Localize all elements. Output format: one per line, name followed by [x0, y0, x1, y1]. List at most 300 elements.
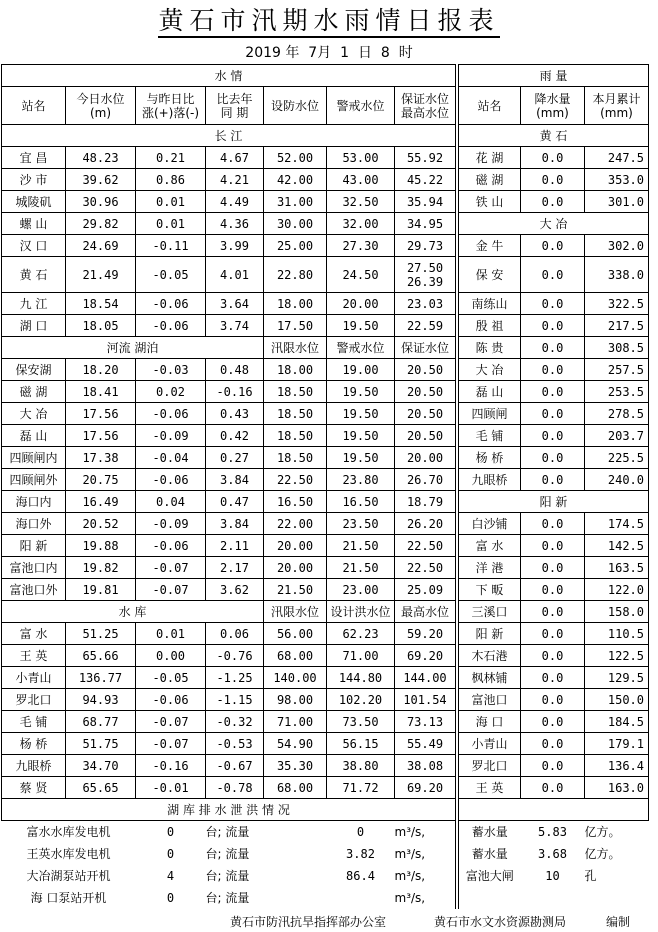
- station-name: 磁 湖: [2, 381, 66, 403]
- month-total: 179.1: [585, 733, 649, 755]
- station-name: 罗北口: [2, 689, 66, 711]
- value-cell: 39.62: [66, 169, 136, 191]
- rain-station: 铁 山: [459, 191, 521, 213]
- station-name: 汉 口: [2, 235, 66, 257]
- station-name: 毛 铺: [2, 711, 66, 733]
- unit-count: 0: [166, 890, 175, 905]
- value-cell: 20.00: [327, 293, 395, 315]
- value-cell: 38.80: [327, 755, 395, 777]
- month-total: 110.5: [585, 623, 649, 645]
- value-cell: -0.16: [206, 381, 264, 403]
- flow-unit: m³/s,: [394, 890, 426, 905]
- station-name: 保安湖: [2, 359, 66, 381]
- value-cell: -0.32: [206, 711, 264, 733]
- value-cell: 3.84: [206, 513, 264, 535]
- rain-station: 南练山: [459, 293, 521, 315]
- value-cell: 20.50: [395, 403, 456, 425]
- rainfall: 0.0: [521, 169, 585, 191]
- value-cell: 25.00: [264, 235, 327, 257]
- value-cell: 21.50: [264, 579, 327, 601]
- value-cell: 17.56: [66, 403, 136, 425]
- footer-office: 黄石市防汛抗旱指挥部办公室: [230, 915, 387, 929]
- station-name: 富 水: [2, 623, 66, 645]
- value-cell: 71.00: [264, 711, 327, 733]
- value-cell: 20.00: [264, 535, 327, 557]
- rainfall: 0.0: [521, 381, 585, 403]
- value-cell: 54.90: [264, 733, 327, 755]
- rainfall: 0.0: [521, 579, 585, 601]
- value-cell: 19.81: [66, 579, 136, 601]
- value-cell: 22.00: [264, 513, 327, 535]
- value-cell: 4.49: [206, 191, 264, 213]
- rain-station: 陈 贵: [459, 337, 521, 359]
- value-cell: 3.99: [206, 235, 264, 257]
- table-row: [2, 381, 649, 403]
- footer-edit: 编制: [606, 915, 631, 929]
- unit-text: 台; 流量: [205, 868, 250, 883]
- value-cell: 30.00: [264, 213, 327, 235]
- value-cell: 19.50: [327, 425, 395, 447]
- rain-station: 金 牛: [459, 235, 521, 257]
- value-cell: 94.93: [66, 689, 136, 711]
- value-cell: 48.23: [66, 147, 136, 169]
- rainfall: 0.0: [521, 689, 585, 711]
- table-row: [2, 235, 649, 257]
- value-cell: -0.01: [136, 777, 206, 799]
- value-cell: 17.38: [66, 447, 136, 469]
- value-cell: 24.69: [66, 235, 136, 257]
- value-cell: 18.05: [66, 315, 136, 337]
- section-lakes: 河流 湖泊: [2, 337, 264, 359]
- value-cell: -0.05: [136, 257, 206, 293]
- value-cell: 65.65: [66, 777, 136, 799]
- value-cell: -1.25: [206, 667, 264, 689]
- drainage-row: [2, 821, 649, 843]
- value-cell: 29.82: [66, 213, 136, 235]
- col-header: 汛限水位: [264, 337, 327, 359]
- value-cell: -0.06: [136, 403, 206, 425]
- value-cell: 0.21: [136, 147, 206, 169]
- value-cell: 69.20: [395, 645, 456, 667]
- value-cell: 101.54: [395, 689, 456, 711]
- col-header: 比去年 同 期: [206, 87, 264, 125]
- value-cell: 56.15: [327, 733, 395, 755]
- station-name: 王 英: [2, 645, 66, 667]
- value-cell: 20.00: [264, 557, 327, 579]
- rainfall: 0.0: [521, 337, 585, 359]
- value-cell: 20.50: [395, 425, 456, 447]
- section-row: [2, 337, 649, 359]
- unit-count: 0: [166, 846, 175, 861]
- col-header: 警戒水位: [327, 337, 395, 359]
- table-row: [2, 579, 649, 601]
- value-cell: 24.50: [327, 257, 395, 293]
- table-row: [2, 147, 649, 169]
- header-row-1: [2, 65, 649, 87]
- table-row: [2, 535, 649, 557]
- value-cell: 68.77: [66, 711, 136, 733]
- value-cell: -0.06: [136, 469, 206, 491]
- rain-station: 富 水: [459, 535, 521, 557]
- month-total: 302.0: [585, 235, 649, 257]
- footer: [0, 912, 658, 932]
- storage-value: 5.83: [538, 824, 567, 839]
- value-cell: -0.07: [136, 557, 206, 579]
- value-cell: 19.50: [327, 447, 395, 469]
- col-header: 今日水位 (m): [66, 87, 136, 125]
- value-cell: 17.50: [264, 315, 327, 337]
- rainfall: 0.0: [521, 447, 585, 469]
- col-header: 警戒水位: [327, 87, 395, 125]
- value-cell: 16.50: [327, 491, 395, 513]
- station-name: 海口内: [2, 491, 66, 513]
- storage-value: [521, 887, 585, 909]
- table-row: [2, 315, 649, 337]
- value-cell: 0.48: [206, 359, 264, 381]
- month-total: 308.5: [585, 337, 649, 359]
- value-cell: 71.00: [327, 645, 395, 667]
- table-row: [2, 359, 649, 381]
- rain-station: 三溪口: [459, 601, 521, 623]
- station-name: 九 江: [2, 293, 66, 315]
- value-cell: 22.80: [264, 257, 327, 293]
- value-cell: 59.20: [395, 623, 456, 645]
- value-cell: 0.47: [206, 491, 264, 513]
- table-row: [2, 191, 649, 213]
- rainfall: 0.0: [521, 425, 585, 447]
- value-cell: 18.00: [264, 293, 327, 315]
- value-cell: 68.00: [264, 645, 327, 667]
- col-header: 站名: [2, 87, 66, 125]
- station-name: 四顾闸外: [2, 469, 66, 491]
- value-cell: 18.00: [264, 359, 327, 381]
- value-cell: 29.73: [395, 235, 456, 257]
- rainfall: 0.0: [521, 257, 585, 293]
- value-cell: 20.00: [395, 447, 456, 469]
- drainage-label: 王英水库发电机: [26, 846, 111, 861]
- col-header: 设计洪水位: [327, 601, 395, 623]
- table-row: [2, 293, 649, 315]
- station-name: 四顾闸内: [2, 447, 66, 469]
- rain-station: 杨 桥: [459, 447, 521, 469]
- section-row: [2, 601, 649, 623]
- value-cell: 20.75: [66, 469, 136, 491]
- report-date: 2019 年 7月 1 日 8 时: [245, 45, 413, 61]
- rainfall: 0.0: [521, 513, 585, 535]
- section-changjiang: 长 江: [2, 125, 456, 147]
- value-cell: 98.00: [264, 689, 327, 711]
- value-cell: -0.06: [136, 689, 206, 711]
- station-name: 蔡 贤: [2, 777, 66, 799]
- storage-label: 蓄水量: [471, 824, 508, 839]
- value-cell: 19.50: [327, 315, 395, 337]
- value-cell: 20.50: [395, 381, 456, 403]
- value-cell: 68.00: [264, 777, 327, 799]
- value-cell: 69.20: [395, 777, 456, 799]
- station-name: 九眼桥: [2, 755, 66, 777]
- rainfall: 0.0: [521, 557, 585, 579]
- station-name: 杨 桥: [2, 733, 66, 755]
- value-cell: 17.56: [66, 425, 136, 447]
- value-cell: 26.70: [395, 469, 456, 491]
- value-cell: -0.06: [136, 293, 206, 315]
- rainfall: 0.0: [521, 733, 585, 755]
- flow-value: 0: [356, 824, 365, 839]
- flow-value: 86.4: [346, 868, 375, 883]
- value-cell: 51.75: [66, 733, 136, 755]
- station-name: 海口外: [2, 513, 66, 535]
- value-cell: 34.95: [395, 213, 456, 235]
- rainfall: 0.0: [521, 755, 585, 777]
- value-cell: 19.82: [66, 557, 136, 579]
- value-cell: -0.06: [136, 315, 206, 337]
- station-name: 阳 新: [2, 535, 66, 557]
- section-drainage: 湖 库 排 水 泄 洪 情 况: [2, 799, 456, 821]
- value-cell: 35.94: [395, 191, 456, 213]
- station-name: 大 冶: [2, 403, 66, 425]
- rainfall: 0.0: [521, 235, 585, 257]
- station-name: 富池口内: [2, 557, 66, 579]
- table-row: [2, 711, 649, 733]
- value-cell: 16.49: [66, 491, 136, 513]
- month-total: 142.5: [585, 535, 649, 557]
- value-cell: 0.04: [136, 491, 206, 513]
- value-cell: 32.50: [327, 191, 395, 213]
- value-cell: -0.76: [206, 645, 264, 667]
- rain-station: 小青山: [459, 733, 521, 755]
- value-cell: -0.78: [206, 777, 264, 799]
- rain-station: 罗北口: [459, 755, 521, 777]
- value-cell: 0.01: [136, 191, 206, 213]
- value-cell: 18.50: [264, 403, 327, 425]
- rainfall: 0.0: [521, 469, 585, 491]
- rain-station: 毛 铺: [459, 425, 521, 447]
- rain-header: 雨 量: [459, 65, 649, 87]
- value-cell: -0.03: [136, 359, 206, 381]
- header-row-2: [2, 87, 649, 125]
- value-cell: 71.72: [327, 777, 395, 799]
- col-header: 本月累计 (mm): [585, 87, 649, 125]
- value-cell: 73.13: [395, 711, 456, 733]
- rainfall: 0.0: [521, 623, 585, 645]
- section-reservoirs: 水 库: [2, 601, 264, 623]
- table-row: [2, 667, 649, 689]
- month-total: 174.5: [585, 513, 649, 535]
- hydrology-table: [1, 64, 649, 909]
- value-cell: 0.01: [136, 623, 206, 645]
- month-total: 253.5: [585, 381, 649, 403]
- rain-station: 九眼桥: [459, 469, 521, 491]
- rain-group-header: 大 冶: [459, 213, 649, 235]
- water-header: 水 情: [2, 65, 456, 87]
- value-cell: 4.21: [206, 169, 264, 191]
- value-cell: -0.06: [136, 535, 206, 557]
- value-cell: 0.43: [206, 403, 264, 425]
- month-total: 136.4: [585, 755, 649, 777]
- month-total: 225.5: [585, 447, 649, 469]
- value-cell: 23.50: [327, 513, 395, 535]
- value-cell: 65.66: [66, 645, 136, 667]
- value-cell: 23.80: [327, 469, 395, 491]
- value-cell: 73.50: [327, 711, 395, 733]
- col-header: 降水量 (mm): [521, 87, 585, 125]
- storage-value: 10: [545, 868, 560, 883]
- flow-value: [327, 887, 395, 909]
- value-cell: -0.07: [136, 733, 206, 755]
- month-total: 257.5: [585, 359, 649, 381]
- table-row: [2, 557, 649, 579]
- value-cell: -0.04: [136, 447, 206, 469]
- value-cell: 19.00: [327, 359, 395, 381]
- value-cell: -0.11: [136, 235, 206, 257]
- value-cell: -0.07: [136, 579, 206, 601]
- rainfall: 0.0: [521, 191, 585, 213]
- storage-label: [459, 887, 521, 909]
- month-total: 217.5: [585, 315, 649, 337]
- table-row: [2, 623, 649, 645]
- month-total: 122.0: [585, 579, 649, 601]
- value-cell: 23.03: [395, 293, 456, 315]
- value-cell: -0.16: [136, 755, 206, 777]
- value-cell: 21.49: [66, 257, 136, 293]
- month-total: 184.5: [585, 711, 649, 733]
- month-total: 129.5: [585, 667, 649, 689]
- rain-station: 枫林铺: [459, 667, 521, 689]
- storage-unit: 孔: [584, 868, 597, 883]
- value-cell: 18.50: [264, 381, 327, 403]
- footer-bureau: 黄石市水文水资源勘测局: [434, 915, 567, 929]
- table-row: [2, 733, 649, 755]
- value-cell: 30.96: [66, 191, 136, 213]
- unit-text: 台; 流量: [205, 846, 250, 861]
- rain-station: 保 安: [459, 257, 521, 293]
- value-cell: 3.62: [206, 579, 264, 601]
- station-name: 宜 昌: [2, 147, 66, 169]
- value-cell: 19.50: [327, 403, 395, 425]
- value-cell: 38.08: [395, 755, 456, 777]
- rain-station: 磊 山: [459, 381, 521, 403]
- rainfall: 0.0: [521, 667, 585, 689]
- rain-group-header: 黄 石: [459, 125, 649, 147]
- value-cell: 31.00: [264, 191, 327, 213]
- table-row: [2, 425, 649, 447]
- station-name: 湖 口: [2, 315, 66, 337]
- value-cell: -1.15: [206, 689, 264, 711]
- table-row: [2, 689, 649, 711]
- value-cell: 144.80: [327, 667, 395, 689]
- month-total: 338.0: [585, 257, 649, 293]
- value-cell: 22.50: [395, 557, 456, 579]
- value-cell: 2.17: [206, 557, 264, 579]
- table-row: [2, 513, 649, 535]
- rain-station: 四顾闸: [459, 403, 521, 425]
- value-cell: 18.50: [264, 447, 327, 469]
- month-total: 353.0: [585, 169, 649, 191]
- value-cell: 20.50: [395, 359, 456, 381]
- rain-station: 木石港: [459, 645, 521, 667]
- flow-unit: m³/s,: [394, 868, 426, 883]
- month-total: 301.0: [585, 191, 649, 213]
- value-cell: 34.70: [66, 755, 136, 777]
- value-cell: 25.09: [395, 579, 456, 601]
- value-cell: 18.41: [66, 381, 136, 403]
- rainfall: 0.0: [521, 535, 585, 557]
- value-cell: 4.67: [206, 147, 264, 169]
- value-cell: 52.00: [264, 147, 327, 169]
- value-cell: 26.20: [395, 513, 456, 535]
- station-name: 富池口外: [2, 579, 66, 601]
- value-cell: -0.09: [136, 425, 206, 447]
- col-header: 汛限水位: [264, 601, 327, 623]
- month-total: 247.5: [585, 147, 649, 169]
- storage-unit: 亿方。: [584, 846, 621, 861]
- unit-text: 台; 流量: [205, 890, 250, 905]
- value-cell: -0.05: [136, 667, 206, 689]
- station-name: 沙 市: [2, 169, 66, 191]
- rainfall: 0.0: [521, 293, 585, 315]
- month-total: 150.0: [585, 689, 649, 711]
- value-cell: 19.88: [66, 535, 136, 557]
- col-header: 与昨日比 涨(+)落(-): [136, 87, 206, 125]
- table-row: [2, 213, 649, 235]
- value-cell: 0.86: [136, 169, 206, 191]
- drainage-row: [2, 887, 649, 909]
- value-cell: 0.42: [206, 425, 264, 447]
- value-cell: 22.50: [395, 535, 456, 557]
- rain-station: 洋 港: [459, 557, 521, 579]
- month-total: 122.5: [585, 645, 649, 667]
- value-cell: 56.00: [264, 623, 327, 645]
- value-cell: 22.59: [395, 315, 456, 337]
- rain-station: 富池口: [459, 689, 521, 711]
- section-row: [2, 799, 649, 821]
- table-row: [2, 777, 649, 799]
- value-cell: 35.30: [264, 755, 327, 777]
- rain-group-header: 阳 新: [459, 491, 649, 513]
- rain-station: 殷 祖: [459, 315, 521, 337]
- col-header: 站名: [459, 87, 521, 125]
- rainfall: 0.0: [521, 315, 585, 337]
- table-row: [2, 755, 649, 777]
- rainfall: 0.0: [521, 147, 585, 169]
- value-cell: 62.23: [327, 623, 395, 645]
- value-cell: 18.54: [66, 293, 136, 315]
- drainage-label: 大冶湖泵站开机: [26, 868, 111, 883]
- station-name: 黄 石: [2, 257, 66, 293]
- drainage-label: 富水水库发电机: [26, 824, 111, 839]
- rainfall: 0.0: [521, 359, 585, 381]
- value-cell: 4.36: [206, 213, 264, 235]
- value-cell: 3.74: [206, 315, 264, 337]
- col-header: 最高水位: [395, 601, 456, 623]
- rain-station: 阳 新: [459, 623, 521, 645]
- value-cell: 140.00: [264, 667, 327, 689]
- table-row: [2, 469, 649, 491]
- value-cell: 18.20: [66, 359, 136, 381]
- value-cell: 2.11: [206, 535, 264, 557]
- value-cell: 0.06: [206, 623, 264, 645]
- value-cell: -0.07: [136, 711, 206, 733]
- value-cell: 102.20: [327, 689, 395, 711]
- value-cell: 20.52: [66, 513, 136, 535]
- rain-station: 下 畈: [459, 579, 521, 601]
- value-cell: 136.77: [66, 667, 136, 689]
- storage-unit: 亿方。: [584, 824, 621, 839]
- station-name: 城陵矶: [2, 191, 66, 213]
- unit-count: 4: [166, 868, 175, 883]
- flow-unit: m³/s,: [394, 824, 426, 839]
- month-total: 278.5: [585, 403, 649, 425]
